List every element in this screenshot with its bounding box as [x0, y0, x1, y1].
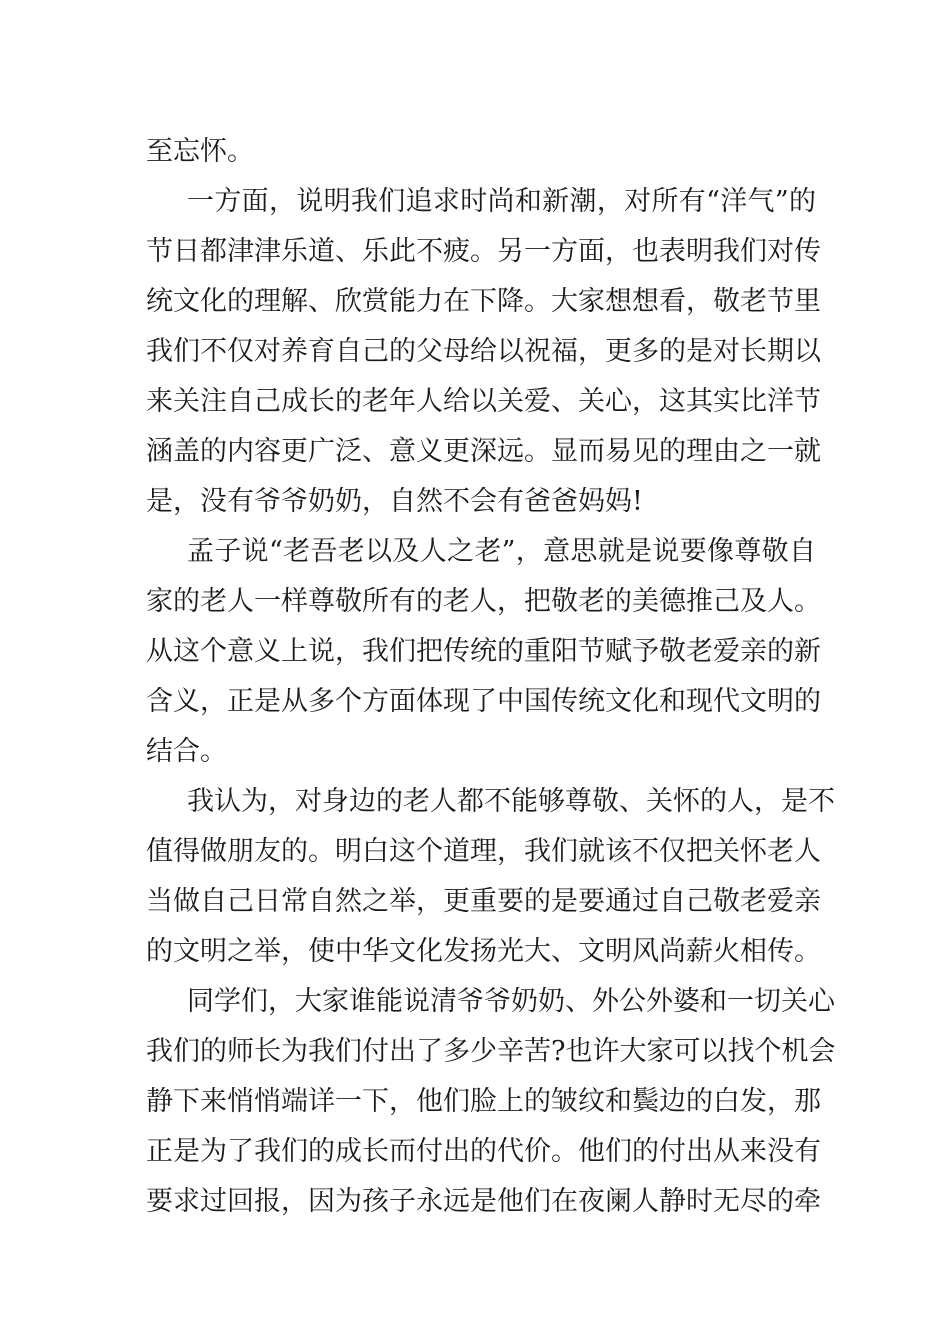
text-line: 至忘怀。: [146, 136, 254, 167]
text-line: 静下来悄悄端详一下，他们脸上的皱纹和鬓边的白发，那: [146, 1086, 821, 1117]
text-line: 要求过回报，因为孩子永远是他们在夜阑人静时无尽的牵: [146, 1186, 821, 1217]
text-line: 家的老人一样尊敬所有的老人，把敬老的美德推己及人。: [146, 586, 821, 617]
text-line: 的文明之举，使中华文化发扬光大、文明风尚薪火相传。: [146, 936, 821, 967]
text-line: 结合。: [146, 736, 227, 767]
paragraph-first-line: 我认为，对身边的老人都不能够尊敬、关怀的人，是不: [187, 786, 835, 817]
text-line: 含义，正是从多个方面体现了中国传统文化和现代文明的: [146, 686, 821, 717]
text-line: 我们的师长为我们付出了多少辛苦?也许大家可以找个机会: [146, 1036, 836, 1067]
text-line: 来关注自己成长的老年人给以关爱、关心，这其实比洋节: [146, 386, 821, 417]
paragraph-first-line: 一方面，说明我们追求时尚和新潮，对所有“洋气”的: [187, 186, 816, 217]
text-line: 我们不仅对养育自己的父母给以祝福，更多的是对长期以: [146, 336, 821, 367]
text-line: 节日都津津乐道、乐此不疲。另一方面，也表明我们对传: [146, 236, 821, 267]
text-line: 统文化的理解、欣赏能力在下降。大家想想看，敬老节里: [146, 286, 821, 317]
text-line: 值得做朋友的。明白这个道理，我们就该不仅把关怀老人: [146, 836, 821, 867]
text-line: 是，没有爷爷奶奶，自然不会有爸爸妈妈!: [146, 486, 643, 517]
paragraph-first-line: 同学们，大家谁能说清爷爷奶奶、外公外婆和一切关心: [187, 986, 835, 1017]
text-line: 从这个意义上说，我们把传统的重阳节赋予敬老爱亲的新: [146, 636, 821, 667]
paragraph-first-line: 孟子说“老吾老以及人之老”，意思就是说要像尊敬自: [187, 536, 816, 567]
text-line: 正是为了我们的成长而付出的代价。他们的付出从来没有: [146, 1136, 821, 1167]
text-line: 涵盖的内容更广泛、意义更深远。显而易见的理由之一就: [146, 436, 821, 467]
text-line: 当做自己日常自然之举，更重要的是要通过自己敬老爱亲: [146, 886, 821, 917]
